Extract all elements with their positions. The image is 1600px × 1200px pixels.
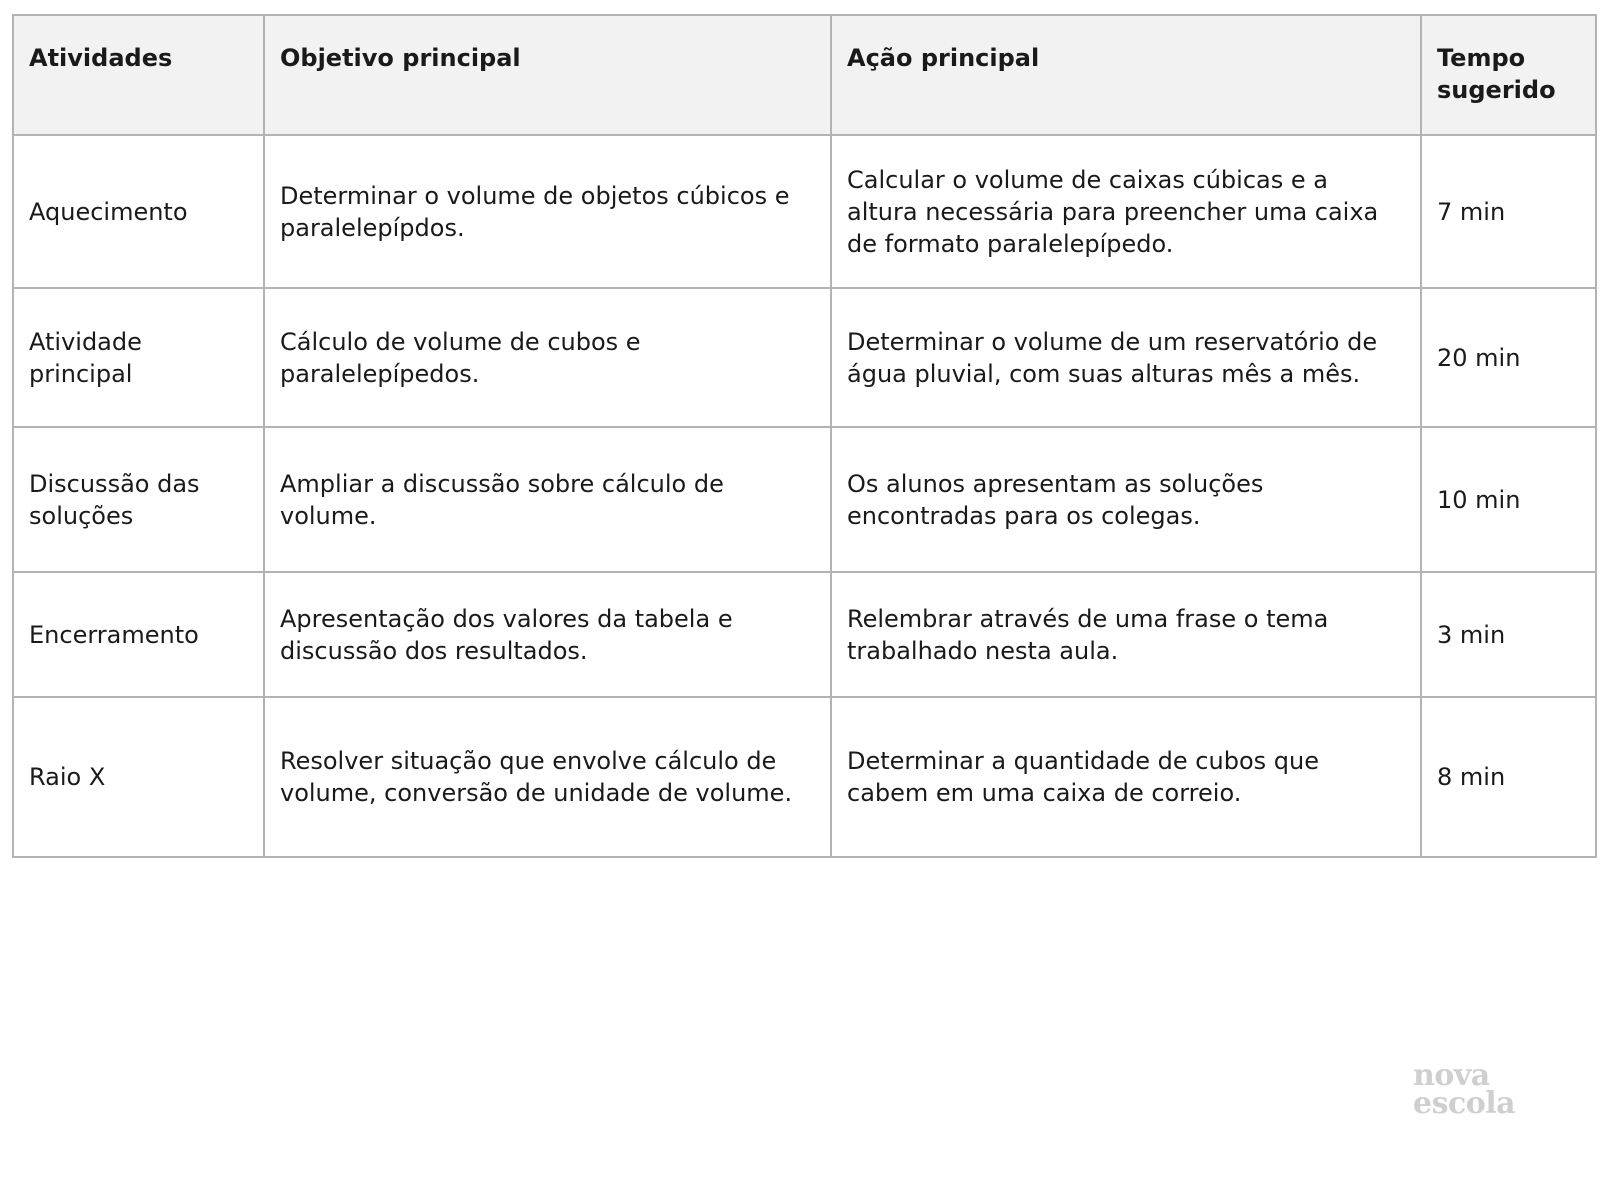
table-header	[13, 15, 1596, 135]
logo-line-1: nova	[1413, 1058, 1490, 1093]
lesson-plan-table	[12, 14, 1597, 858]
logo-line-2: escola	[1413, 1086, 1516, 1121]
action-cell: Determinar o volume de um reservatório de água pluvial, com suas alturas mês a mês.	[831, 288, 1421, 427]
activity-cell: Aquecimento	[13, 135, 264, 288]
activity-cell: Raio X	[13, 697, 264, 857]
activity-cell: Discussão das soluções	[13, 427, 264, 572]
time-cell: 20 min	[1421, 288, 1596, 427]
action-cell: Determinar a quantidade de cubos que cabem em uma caixa de correio.	[831, 697, 1421, 857]
table-row	[13, 427, 1596, 572]
activity-cell: Encerramento	[13, 572, 264, 697]
time-cell: 8 min	[1421, 697, 1596, 857]
header-main-objective: Objetivo principal	[264, 15, 831, 135]
objective-cell: Cálculo de volume de cubos e paralelepípedos.	[264, 288, 831, 427]
activity-cell: Atividade principal	[13, 288, 264, 427]
header-suggested-time: Tempo sugerido	[1421, 15, 1596, 135]
action-cell: Calcular o volume de caixas cúbicas e a altura necessária para preencher uma caixa de formato paralelepípedo.	[831, 135, 1421, 288]
action-cell: Relembrar através de uma frase o tema trabalhado nesta aula.	[831, 572, 1421, 697]
header-row	[13, 15, 1596, 135]
objective-cell: Determinar o volume de objetos cúbicos e paralelepípdos.	[264, 135, 831, 288]
table-row	[13, 697, 1596, 857]
objective-cell: Ampliar a discussão sobre cálculo de volume.	[264, 427, 831, 572]
nova-escola-logo	[1413, 1058, 1516, 1121]
time-cell: 7 min	[1421, 135, 1596, 288]
table-row	[13, 288, 1596, 427]
header-main-action: Ação principal	[831, 15, 1421, 135]
table-body	[13, 135, 1596, 857]
action-cell: Os alunos apresentam as soluções encontradas para os colegas.	[831, 427, 1421, 572]
time-cell: 10 min	[1421, 427, 1596, 572]
header-activities: Atividades	[13, 15, 264, 135]
table-row	[13, 572, 1596, 697]
objective-cell: Apresentação dos valores da tabela e discussão dos resultados.	[264, 572, 831, 697]
objective-cell: Resolver situação que envolve cálculo de volume, conversão de unidade de volume.	[264, 697, 831, 857]
time-cell: 3 min	[1421, 572, 1596, 697]
table-row	[13, 135, 1596, 288]
